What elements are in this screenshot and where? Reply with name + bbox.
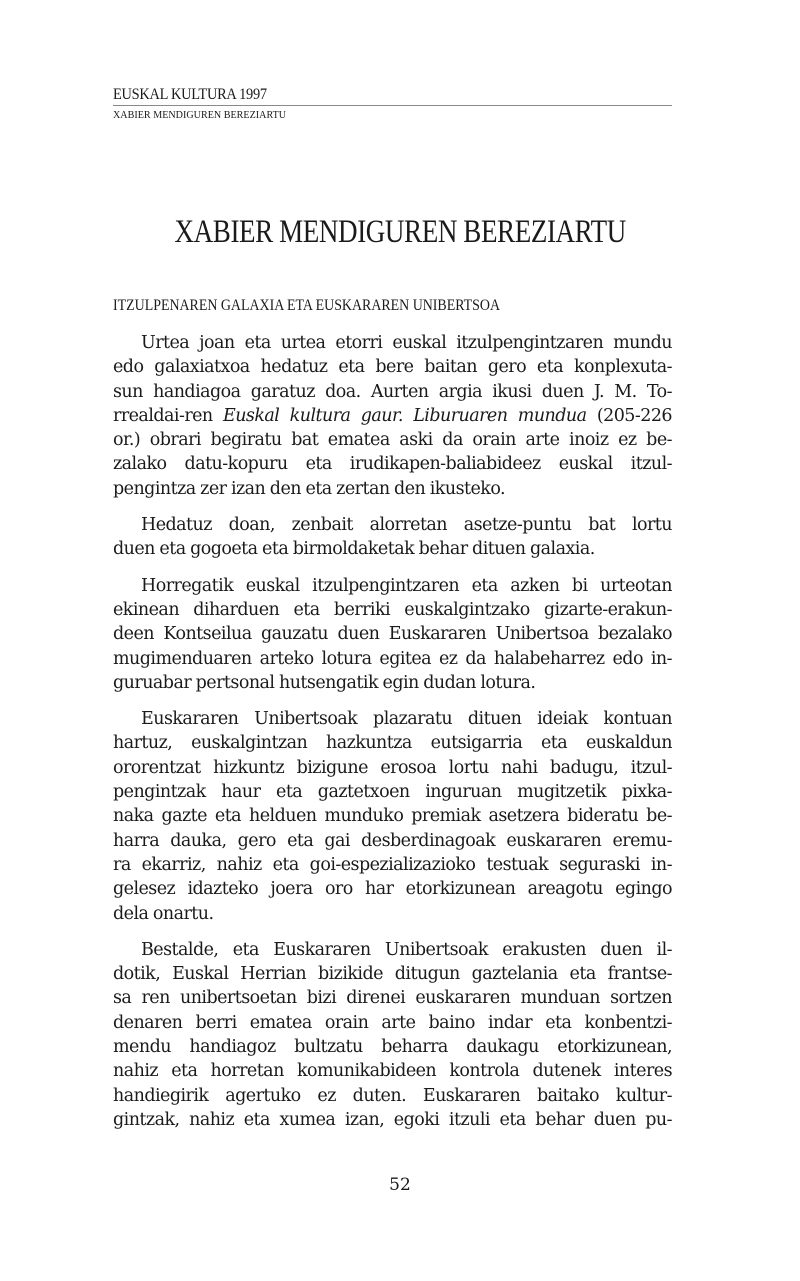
text-line: or.) obrari begiratu bat ematea aski da orain arte inoiz ez be- — [113, 430, 672, 451]
text-line: pengintzak haur eta gaztetxoen inguruan mugitzetik pixka- — [113, 782, 672, 803]
text-line: zalako datu-kopuru eta irudikapen-baliabideez euskal itzul- — [113, 454, 672, 475]
text-line: Horregatik euskal itzulpengintzaren eta azken bi urteotan — [141, 575, 672, 596]
running-head-title: EUSKAL KULTURA 1997 — [113, 86, 267, 103]
text-line-with-italic — [113, 404, 672, 428]
paragraph-4 — [113, 707, 672, 926]
text-line: deen Kontseilua gauzatu duen Euskararen Unibertsoa bezalako — [113, 624, 672, 645]
page-number: 52 — [389, 1175, 411, 1195]
paragraph-2 — [113, 513, 672, 562]
text-line: harra dauka, gero eta gai desberdinagoak euskararen eremu- — [113, 830, 672, 851]
paragraph-3 — [113, 574, 672, 695]
paragraph-1 — [113, 331, 672, 501]
text-line: sun handiagoa garatuz doa. Aurten argia ikusi duen J. M. To- — [113, 381, 672, 402]
text-line: Urtea joan eta urtea etorri euskal itzulpengintzaren mundu — [141, 333, 672, 353]
text-line: pengintza zer izan den eta zertan den ikusteko. — [113, 478, 506, 499]
text-line: ororentzat hizkuntz bizigune erosoa lortu nahi badugu, itzul- — [113, 757, 672, 778]
text-line: Euskararen Unibertsoak plazaratu dituen ideiak kontuan — [141, 709, 672, 730]
chapter-title-text: XABIER MENDIGUREN BEREZIARTU — [174, 214, 626, 250]
text-line: dotik, Euskal Herrian bizikide ditugun gaztelania eta frantse- — [113, 964, 672, 985]
text-line: ra ekarriz, nahiz eta goi-espezializazioko testuak seguraski in- — [113, 854, 672, 875]
text-line: Hedatuz doan, zenbait alorretan asetze-puntu bat lortu — [141, 515, 672, 536]
body-text — [113, 331, 672, 1144]
book-title-italic: Euskal kultura gaur. Liburuaren mundua — [222, 405, 587, 426]
text-line: naka gazte eta helduen munduko premiak asetzera bideratu be- — [113, 806, 672, 827]
header-rule — [113, 105, 672, 106]
text-line: duen eta gogoeta eta birmoldaketak behar dituen galaxia. — [113, 539, 595, 560]
text-line: gelesez idazteko joera oro har etorkizunean areagotu egingo — [113, 879, 672, 900]
text-line: mugimenduaren arteko lotura egitea ez da halabeharrez edo in- — [113, 648, 672, 669]
paragraph-5 — [113, 938, 672, 1132]
text-fragment: rrealdai-ren — [113, 405, 223, 426]
chapter-title — [0, 212, 800, 252]
text-line: nahiz eta horretan komunikabideen kontrola dutenek interes — [113, 1061, 672, 1082]
text-line: guruabar pertsonal hutsengatik egin dudan lotura. — [113, 672, 536, 693]
text-line: dela onartu. — [113, 903, 214, 924]
text-line: edo galaxiatxoa hedatuz eta bere baitan gero eta konplexuta- — [113, 357, 672, 378]
section-title: ITZULPENAREN GALAXIA ETA EUSKARAREN UNIBERTSOA — [113, 297, 501, 314]
running-head-author: XABIER MENDIGUREN BEREZIARTU — [113, 109, 287, 121]
text-line: mendu handiagoz bultzatu beharra daukagu etorkizunean, — [113, 1037, 672, 1058]
text-line: ekinean diharduen eta berriki euskalgintzako gizarte-erakun- — [113, 599, 672, 620]
text-line: sa ren unibertsoetan bizi direnei euskararen munduan sortzen — [113, 988, 672, 1009]
text-line: gintzak, nahiz eta xumea izan, egoki itzuli eta behar duen pu- — [113, 1109, 672, 1130]
running-head — [113, 86, 672, 122]
text-line: handiegirik agertuko ez duten. Euskararen baitako kultur- — [113, 1085, 672, 1106]
text-fragment: (205-226 — [586, 405, 672, 426]
text-line: Bestalde, eta Euskararen Unibertsoak erakusten duen il- — [141, 939, 672, 960]
text-line: hartuz, euskalgintzan hazkuntza eutsigarria eta euskaldun — [113, 733, 672, 754]
text-line: denaren berri ematea orain arte baino indar eta konbentzi- — [113, 1012, 672, 1033]
